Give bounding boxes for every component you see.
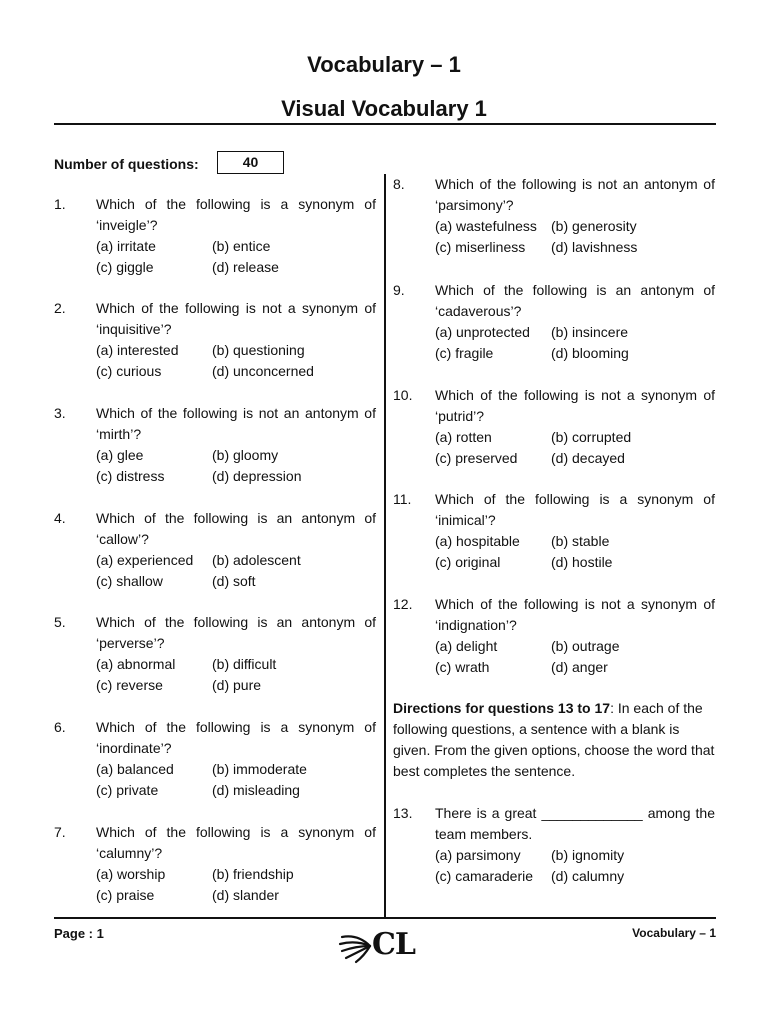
- option-c[interactable]: (c) preserved: [435, 450, 518, 466]
- option-c[interactable]: (c) private: [96, 782, 159, 798]
- question-number: 4.: [54, 510, 66, 526]
- option-b[interactable]: (b) questioning: [212, 342, 305, 358]
- column-divider: [384, 174, 386, 919]
- option-c[interactable]: (c) distress: [96, 468, 165, 484]
- option-c[interactable]: (c) wrath: [435, 659, 490, 675]
- question-number: 7.: [54, 824, 66, 840]
- option-a[interactable]: (a) abnormal: [96, 656, 176, 672]
- question-number: 5.: [54, 614, 66, 630]
- question-number: 11.: [393, 491, 412, 507]
- directions-block: [393, 698, 716, 782]
- option-c[interactable]: (c) fragile: [435, 345, 494, 361]
- option-b[interactable]: (b) generosity: [551, 218, 637, 234]
- option-a[interactable]: (a) worship: [96, 866, 166, 882]
- option-b[interactable]: (b) friendship: [212, 866, 294, 882]
- option-d[interactable]: (d) slander: [212, 887, 279, 903]
- question-number: 2.: [54, 300, 66, 316]
- question-stem: Which of the following is an antonym of ‘perverse’?: [96, 614, 376, 651]
- page-number: Page : 1: [54, 926, 104, 941]
- question-number: 13.: [393, 805, 413, 821]
- option-a[interactable]: (a) experienced: [96, 552, 194, 568]
- question-number: 8.: [393, 176, 405, 192]
- option-c[interactable]: (c) camaraderie: [435, 868, 534, 884]
- question-number: 9.: [393, 282, 405, 298]
- option-a[interactable]: (a) interested: [96, 342, 179, 358]
- question-stem: Which of the following is a synonym of ‘inveigle’?: [96, 196, 376, 233]
- question-stem: Which of the following is a synonym of ‘calumny’?: [96, 824, 376, 861]
- question-stem: Which of the following is a synonym of ‘inordinate’?: [96, 719, 376, 756]
- option-d[interactable]: (d) hostile: [551, 554, 613, 570]
- question-stem: Which of the following is not an antonym of ‘parsimony’?: [435, 176, 715, 213]
- option-a[interactable]: (a) balanced: [96, 761, 174, 777]
- option-b[interactable]: (b) gloomy: [212, 447, 279, 463]
- option-b[interactable]: (b) outrage: [551, 638, 620, 654]
- num-questions-box: 40: [217, 151, 284, 174]
- option-a[interactable]: (a) wastefulness: [435, 218, 537, 234]
- option-d[interactable]: (d) depression: [212, 468, 302, 484]
- option-c[interactable]: (c) curious: [96, 363, 162, 379]
- option-b[interactable]: (b) adolescent: [212, 552, 301, 568]
- option-d[interactable]: (d) release: [212, 259, 279, 275]
- question-stem: Which of the following is a synonym of ‘inimical’?: [435, 491, 715, 528]
- option-c[interactable]: (c) shallow: [96, 573, 163, 589]
- directions-text: : In each of the following questions, a sentence with a blank is given. From the given options, choose the word that best completes the sentence.: [393, 700, 715, 779]
- option-b[interactable]: (b) corrupted: [551, 429, 632, 445]
- option-d[interactable]: (d) soft: [212, 573, 256, 589]
- option-d[interactable]: (d) misleading: [212, 782, 300, 798]
- question-stem: Which of the following is not a synonym of ‘putrid’?: [435, 387, 715, 424]
- option-c[interactable]: (c) original: [435, 554, 501, 570]
- option-d[interactable]: (d) blooming: [551, 345, 629, 361]
- option-d[interactable]: (d) pure: [212, 677, 262, 693]
- question-number: 12.: [393, 596, 413, 612]
- question-number: 6.: [54, 719, 66, 735]
- option-d[interactable]: (d) anger: [551, 659, 608, 675]
- option-b[interactable]: (b) immoderate: [212, 761, 307, 777]
- option-a[interactable]: (a) rotten: [435, 429, 492, 445]
- num-questions-label: Number of questions:: [54, 156, 199, 172]
- option-c[interactable]: (c) giggle: [96, 259, 154, 275]
- top-rule: [54, 123, 716, 125]
- option-d[interactable]: (d) unconcerned: [212, 363, 314, 379]
- option-c[interactable]: (c) reverse: [96, 677, 163, 693]
- question-number: 3.: [54, 405, 66, 421]
- question-number: 10.: [393, 387, 413, 403]
- option-c[interactable]: (c) miserliness: [435, 239, 526, 255]
- option-a[interactable]: (a) irritate: [96, 238, 156, 254]
- page-title: Vocabulary – 1: [307, 52, 461, 77]
- option-a[interactable]: (a) hospitable: [435, 533, 520, 549]
- bottom-rule: [54, 917, 716, 919]
- option-b[interactable]: (b) stable: [551, 533, 610, 549]
- option-d[interactable]: (d) calumny: [551, 868, 625, 884]
- question-stem: Which of the following is not an antonym of ‘mirth’?: [96, 405, 376, 442]
- option-b[interactable]: (b) entice: [212, 238, 271, 254]
- option-d[interactable]: (d) decayed: [551, 450, 625, 466]
- option-a[interactable]: (a) delight: [435, 638, 498, 654]
- page-subtitle: Visual Vocabulary 1: [281, 96, 487, 121]
- question-number: 1.: [54, 196, 66, 212]
- option-b[interactable]: (b) ignomity: [551, 847, 625, 863]
- question-stem: There is a great _____________ among the team members.: [435, 805, 715, 842]
- question-stem: Which of the following is an antonym of ‘callow’?: [96, 510, 376, 547]
- option-b[interactable]: (b) difficult: [212, 656, 277, 672]
- directions-heading: Directions for questions 13 to 17: [393, 700, 611, 716]
- option-a[interactable]: (a) unprotected: [435, 324, 530, 340]
- question-stem: Which of the following is not a synonym of ‘indignation’?: [435, 596, 715, 633]
- option-d[interactable]: (d) lavishness: [551, 239, 638, 255]
- option-c[interactable]: (c) praise: [96, 887, 155, 903]
- cl-logo-text: CL: [372, 927, 415, 962]
- option-a[interactable]: (a) parsimony: [435, 847, 521, 863]
- question-stem: Which of the following is an antonym of ‘cadaverous’?: [435, 282, 715, 319]
- question-stem: Which of the following is not a synonym of ‘inquisitive’?: [96, 300, 376, 337]
- option-b[interactable]: (b) insincere: [551, 324, 629, 340]
- option-a[interactable]: (a) glee: [96, 447, 144, 463]
- footer-chapter-label: Vocabulary – 1: [632, 926, 716, 940]
